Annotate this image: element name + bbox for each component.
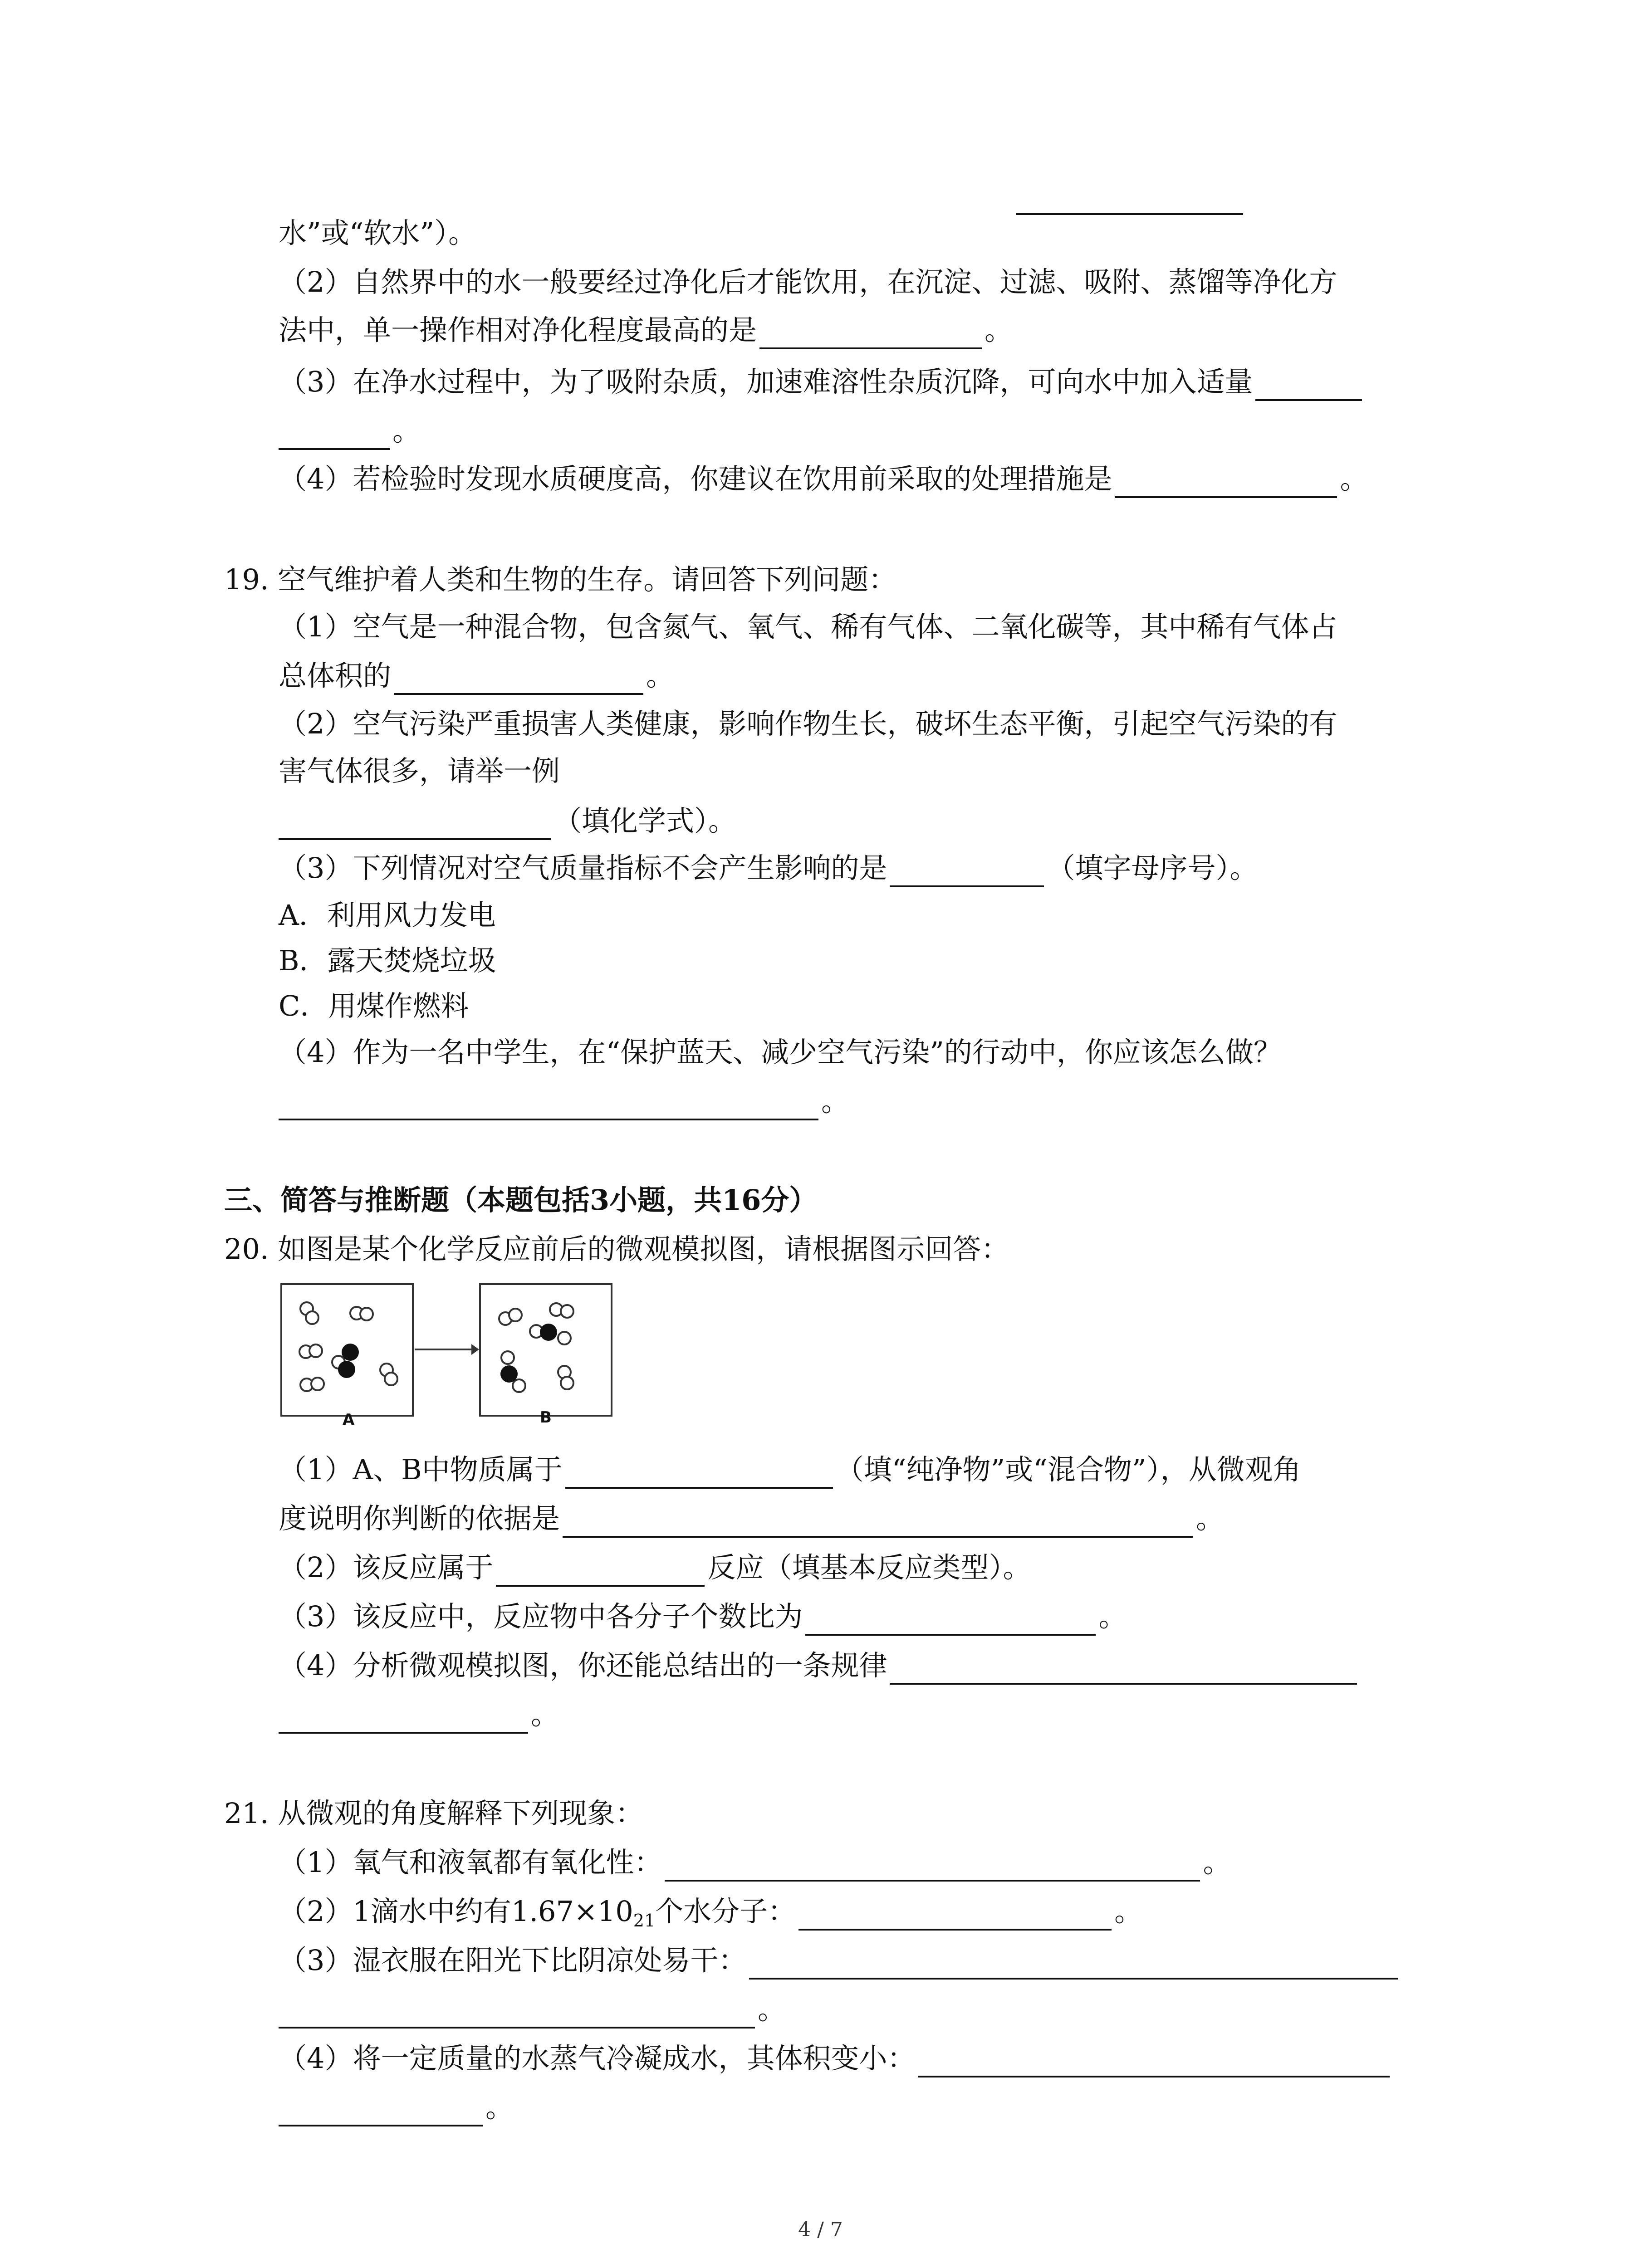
period: 。 xyxy=(1203,1846,1231,1879)
q19-option-c xyxy=(279,987,469,1025)
q18-text: （4）若检验时发现水质硬度高，你建议在饮用前采取的处理措施是 xyxy=(279,462,1112,495)
q20-text: 度说明你判断的依据是 xyxy=(279,1502,560,1535)
q18-p2-line1 xyxy=(279,263,1337,301)
q21-p2-line1: （2）1滴水中约有1.67×10 $^{21}$ 个水分子： 。 xyxy=(279,1892,1142,1931)
period: 。 xyxy=(1114,1895,1143,1928)
answer-blank[interactable] xyxy=(1016,213,1243,215)
q19-p4-line1 xyxy=(279,1033,1282,1071)
q20-text: （填“纯净物”或“混合物”），从微观角 xyxy=(835,1453,1301,1486)
q19-p2-line1 xyxy=(279,705,1337,743)
q19-text: （填化学式）。 xyxy=(554,804,737,837)
answer-blank[interactable] xyxy=(1115,468,1337,498)
q18-text: 法中，单一操作相对净化程度最高的是 xyxy=(279,313,757,347)
q20-p2-line1 xyxy=(279,1549,1031,1587)
answer-blank[interactable] xyxy=(759,319,982,349)
answer-blank[interactable] xyxy=(890,857,1044,887)
answer-blank[interactable] xyxy=(918,2048,1390,2077)
question-stem: 20. 如图是某个化学反应前后的微观模拟图，请根据图示回答： xyxy=(224,1232,1009,1266)
q19-p2-line3 xyxy=(279,802,736,840)
period: 。 xyxy=(392,414,421,447)
q19-option-b xyxy=(279,942,496,980)
q21-text: （4）将一定质量的水蒸气冷凝成水，其体积变小： xyxy=(279,2042,916,2075)
q19-text: 害气体很多，请举一例 xyxy=(279,754,560,787)
answer-blank[interactable] xyxy=(279,420,390,450)
q20-p1-line2 xyxy=(279,1500,1224,1538)
period: 。 xyxy=(821,1085,850,1118)
q20-text: （4）分析微观模拟图，你还能总结出的一条规律 xyxy=(279,1649,887,1682)
period: 。 xyxy=(531,1698,559,1731)
arrow-head-icon xyxy=(471,1344,479,1355)
option-text: B．露天焚烧垃圾 xyxy=(279,944,496,977)
answer-blank[interactable] xyxy=(565,1459,833,1489)
q18-p2-line2 xyxy=(279,311,1013,349)
answer-blank[interactable] xyxy=(279,1704,528,1734)
q21-p4-line1 xyxy=(279,2039,1392,2077)
q18-p3-line2 xyxy=(279,412,421,450)
q20-p3-line1 xyxy=(279,1598,1127,1636)
q19-text: （3）下列情况对空气质量指标不会产生影响的是 xyxy=(279,851,887,885)
answer-blank[interactable] xyxy=(749,1950,1398,1980)
q21-text: （1）氧气和液氧都有氧化性： xyxy=(279,1846,662,1879)
period: 。 xyxy=(985,313,1013,347)
q21-p1-line1 xyxy=(279,1843,1231,1882)
q18-p3-line1 xyxy=(279,363,1365,401)
page-number: 4 / 7 xyxy=(798,2218,843,2241)
section-title: 三、简答与推断题（本题包括3小题，共16分） xyxy=(224,1183,818,1217)
period: 。 xyxy=(758,1993,786,2026)
q19-text: （2）空气污染严重损害人类健康，影响作物生长，破坏生态平衡，引起空气污染的有 xyxy=(279,707,1337,740)
q19-text: （4）作为一名中学生，在“保护蓝天、减少空气污染”的行动中，你应该怎么做？ xyxy=(279,1036,1282,1069)
q20-text: 反应（填基本反应类型）。 xyxy=(707,1551,1031,1584)
section-heading xyxy=(224,1181,817,1219)
q20-text: （3）该反应中，反应物中各分子个数比为 xyxy=(279,1600,803,1633)
q18-p4-line1 xyxy=(279,460,1368,498)
answer-blank[interactable] xyxy=(394,665,643,695)
answer-blank[interactable] xyxy=(279,810,551,840)
period: 。 xyxy=(646,659,675,692)
q21-text: （3）湿衣服在阳光下比阴凉处易干： xyxy=(279,1944,747,1977)
q19-p1-line2 xyxy=(279,657,674,695)
answer-blank[interactable] xyxy=(1255,371,1362,401)
q18-text: （3）在净水过程中，为了吸附杂质，加速难溶性杂质沉降，可向水中加入适量 xyxy=(279,365,1253,398)
q19-p4-line2 xyxy=(279,1082,849,1120)
answer-blank[interactable] xyxy=(279,2097,483,2126)
q20-stem xyxy=(224,1230,1009,1268)
q19-p1-line1 xyxy=(279,608,1337,646)
q20-p4-line1 xyxy=(279,1647,1360,1685)
q21-p4-line2 xyxy=(279,2088,514,2126)
q20-p4-line2 xyxy=(279,1696,559,1734)
period: 。 xyxy=(1196,1502,1225,1535)
box-b xyxy=(480,1284,612,1416)
period: 。 xyxy=(485,2091,514,2124)
q21-text: 个水分子： xyxy=(655,1895,796,1928)
q20-p1-line1 xyxy=(279,1451,1301,1489)
period: 。 xyxy=(1340,462,1368,495)
q21-p3-line2 xyxy=(279,1990,786,2028)
answer-blank[interactable] xyxy=(798,1901,1112,1931)
q19-option-a xyxy=(279,896,496,934)
option-text: A．利用风力发电 xyxy=(279,899,496,932)
answer-blank[interactable] xyxy=(563,1508,1193,1538)
q20-text: （2）该反应属于 xyxy=(279,1551,494,1584)
period: 。 xyxy=(1098,1600,1127,1633)
molecule-diagram xyxy=(279,1281,623,1445)
q18-text: 水”或“软水”）。 xyxy=(279,216,477,249)
q19-p3-line1 xyxy=(279,849,1258,887)
q21-stem xyxy=(224,1794,643,1833)
answer-blank[interactable] xyxy=(279,1090,818,1120)
q21-text: （2）1滴水中约有1.67×10 xyxy=(279,1895,633,1928)
q19-p2-line2 xyxy=(279,752,560,790)
answer-blank[interactable] xyxy=(665,1852,1200,1882)
q19-text: （填字母序号）。 xyxy=(1047,851,1258,885)
question-stem: 21. 从微观的角度解释下列现象： xyxy=(224,1797,644,1830)
q19-text: 总体积的 xyxy=(279,659,392,692)
answer-blank[interactable] xyxy=(805,1606,1096,1636)
q21-p3-line1 xyxy=(279,1941,1401,1980)
diagram-label-b: B xyxy=(540,1408,552,1427)
option-text: C．用煤作燃料 xyxy=(279,989,469,1022)
diagram-label-a: A xyxy=(343,1411,355,1429)
answer-blank[interactable] xyxy=(279,1999,755,2028)
q18-line0 xyxy=(279,214,476,252)
answer-blank[interactable] xyxy=(890,1655,1357,1685)
answer-blank[interactable] xyxy=(496,1557,705,1587)
question-stem: 19. 空气维护着人类和生物的生存。请回答下列问题： xyxy=(224,563,897,596)
q20-text: （1）A、B中物质属于 xyxy=(279,1453,563,1486)
q19-text: （1）空气是一种混合物，包含氮气、氧气、稀有气体、二氧化碳等，其中稀有气体占 xyxy=(279,610,1337,643)
q18-text: （2）自然界中的水一般要经过净化后才能饮用，在沉淀、过滤、吸附、蒸馏等净化方 xyxy=(279,265,1337,298)
q19-stem xyxy=(224,561,896,599)
